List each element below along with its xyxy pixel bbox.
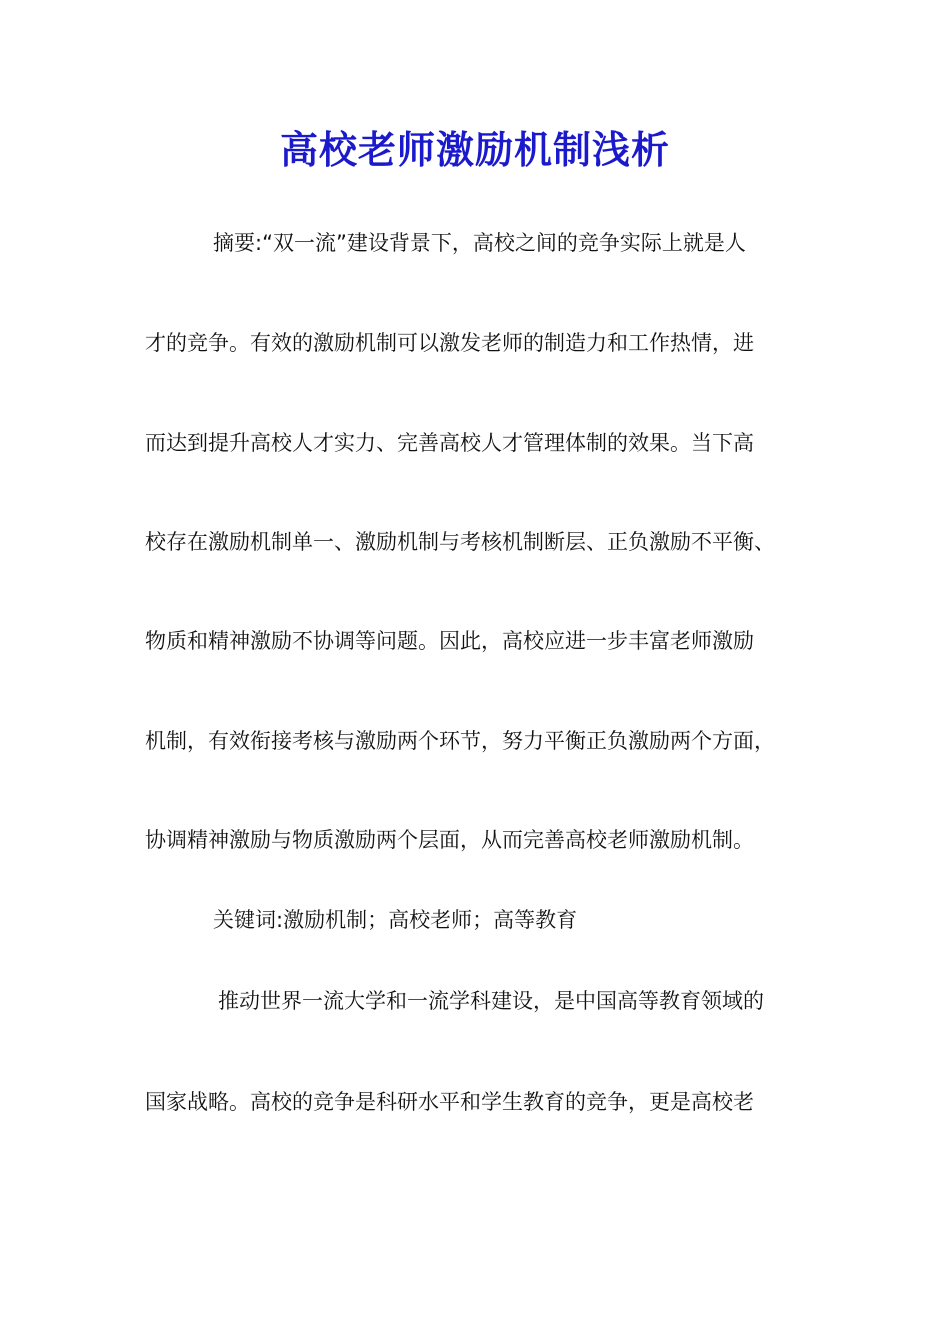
abstract-line: 机制，有效衔接考核与激励两个环节，努力平衡正负激励两个方面， bbox=[145, 729, 775, 753]
abstract-line: 协调精神激励与物质激励两个层面，从而完善高校老师激励机制。 bbox=[145, 828, 754, 852]
abstract-line: 校存在激励机制单一、激励机制与考核机制断层、正负激励不平衡、 bbox=[145, 530, 775, 554]
body-line: 推动世界一流大学和一流学科建设，是中国高等教育领域的 bbox=[218, 989, 764, 1013]
document-title: 高校老师激励机制浅析 bbox=[279, 127, 670, 172]
body-line: 国家战略。高校的竞争是科研水平和学生教育的竞争，更是高校老 bbox=[145, 1090, 754, 1114]
abstract-line: 而达到提升高校人才实力、完善高校人才管理体制的效果。当下高 bbox=[145, 431, 754, 455]
keywords-line: 关键词:激励机制；高校老师；高等教育 bbox=[213, 908, 578, 932]
abstract-line: 才的竞争。有效的激励机制可以激发老师的制造力和工作热情，进 bbox=[145, 331, 754, 355]
abstract-line: 摘要:“双一流”建设背景下，高校之间的竞争实际上就是人 bbox=[213, 231, 746, 255]
abstract-line: 物质和精神激励不协调等问题。因此，高校应进一步丰富老师激励 bbox=[145, 629, 754, 653]
